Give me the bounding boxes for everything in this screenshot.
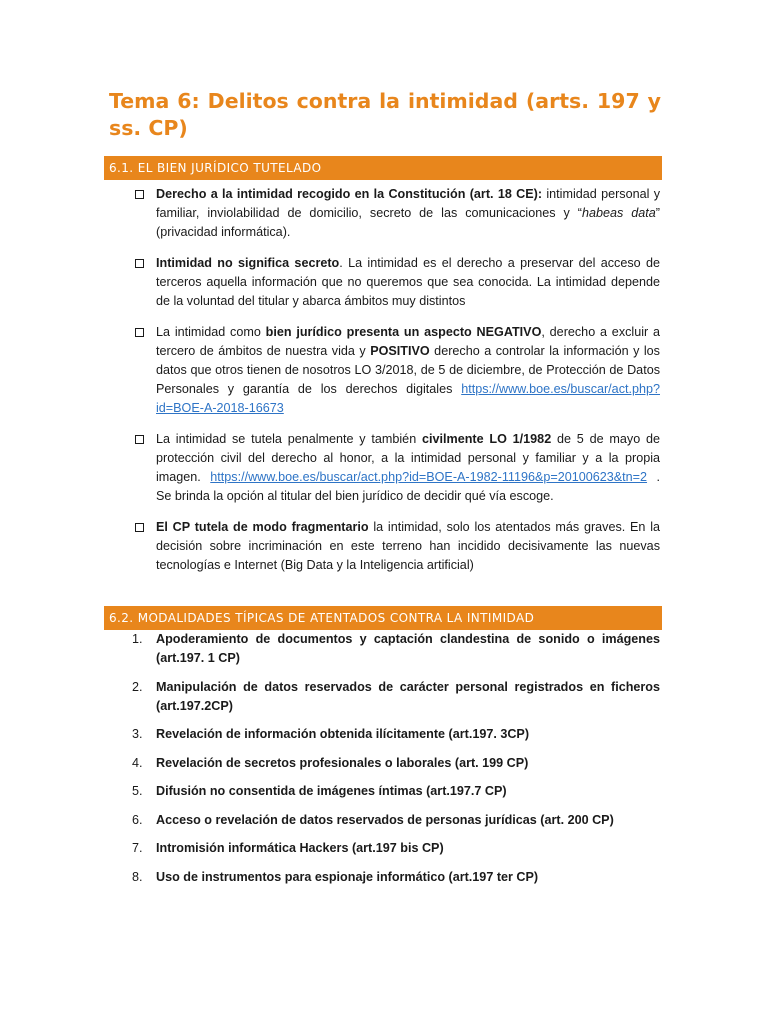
item-text: Apoderamiento de documentos y captación clandestina de sonido o imágenes (art.197. 1 CP) — [156, 632, 660, 665]
bold-text: Derecho a la intimidad recogido en la Constitución (art. 18 CE): — [156, 187, 543, 201]
bold-text: Intimidad no significa secreto — [156, 256, 340, 270]
bold-text: El CP tutela de modo fragmentario — [156, 520, 369, 534]
numbered-list — [124, 630, 660, 896]
list-item — [124, 811, 660, 830]
checkbox-bullet-icon — [135, 435, 144, 444]
bold-text: bien jurídico presenta un aspecto NEGATIVO — [265, 325, 542, 339]
list-item — [124, 754, 660, 773]
boe-link-1982[interactable]: https://www.boe.es/buscar/act.php?id=BOE-A-1982-11196&p=20100623&tn=2 — [210, 470, 648, 484]
item-number: 5. — [132, 784, 143, 798]
checkbox-bullet-icon — [135, 190, 144, 199]
item-number: 2. — [132, 679, 143, 694]
list-item — [124, 630, 660, 668]
item-number: 3. — [132, 727, 143, 741]
bold-text: POSITIVO — [370, 344, 430, 358]
italic-text: habeas data — [581, 206, 656, 220]
boe-link-2018[interactable]: https://www.boe.es/buscar/act.php?id=BOE-A-2018-16673 — [156, 382, 660, 415]
item-number: 4. — [132, 755, 143, 770]
body-text: la intimidad, solo los atentados más graves. En la decisión sobre incriminación en este terreno han incidido decisivamente las nuevas tecnologías e Internet (Big Data y la Inteligencia artificial) — [156, 520, 661, 572]
page-title: Tema 6: Delitos contra la intimidad (arts. 197 y ss. CP) — [109, 89, 661, 140]
checkbox-bullet-icon — [135, 328, 144, 337]
list-item — [132, 185, 660, 242]
item-text: Uso de instrumentos para espionaje informático (art.197 ter CP) — [156, 869, 539, 884]
body-text: . Se brinda la opción al titular del bien jurídico de decidir qué vía escoge. — [156, 470, 660, 503]
bullet-list — [132, 185, 660, 587]
body-text: La intimidad se tutela penalmente y también — [156, 432, 422, 446]
bold-text: civilmente LO 1/1982 — [422, 432, 552, 446]
item-number: 6. — [132, 812, 143, 827]
body-text: derecho a controlar la información y los datos que otros tienen de nosotros LO 3/2018, de 5 de diciembre, de Protección de Datos Personales y garantía de los derechos digitales — [156, 344, 660, 396]
item-text: Revelación de secretos profesionales o laborales (art. 199 CP) — [156, 755, 529, 770]
list-item — [132, 430, 660, 506]
list-item — [124, 678, 660, 716]
item-text: Acceso o revelación de datos reservados de personas jurídicas (art. 200 CP) — [156, 812, 614, 827]
section-heading-2: 6.2. MODALIDADES TÍPICAS DE ATENTADOS CONTRA LA INTIMIDAD — [104, 606, 662, 630]
item-number: 7. — [132, 841, 143, 855]
checkbox-bullet-icon — [135, 259, 144, 268]
body-text: , derecho a excluir a tercero de ámbitos de nuestra vida y — [156, 325, 661, 358]
list-item — [124, 725, 660, 744]
item-text: Intromisión informática Hackers (art.197 bis CP) — [156, 841, 444, 855]
list-item — [124, 839, 660, 858]
body-text: . La intimidad es el derecho a preservar del acceso de terceros aquella información que no queremos que sea conocida. La intimidad depende de la voluntad del titular y abarca ámbitos muy distintos — [156, 256, 660, 308]
item-number: 8. — [132, 869, 143, 884]
item-text: Difusión no consentida de imágenes íntimas (art.197.7 CP) — [156, 784, 507, 798]
section-heading-1: 6.1. EL BIEN JURÍDICO TUTELADO — [104, 156, 662, 180]
body-text: intimidad personal y familiar, inviolabilidad de domicilio, secreto de las comunicaciones y “ — [156, 187, 660, 220]
list-item — [124, 782, 660, 801]
body-text: ” (privacidad informática). — [156, 206, 660, 239]
item-text: Revelación de información obtenida ilícitamente (art.197. 3CP) — [156, 727, 530, 741]
list-item — [132, 323, 660, 418]
body-text: La intimidad como — [156, 325, 266, 339]
checkbox-bullet-icon — [135, 523, 144, 532]
item-number: 1. — [132, 632, 143, 646]
item-text: Manipulación de datos reservados de carácter personal registrados en ficheros (art.197.2CP) — [156, 679, 660, 713]
list-item — [124, 868, 660, 887]
list-item — [132, 254, 660, 311]
list-item — [132, 518, 660, 575]
body-text: de 5 de mayo de protección civil del derecho al honor, a la intimidad personal y familiar y a la propia imagen. — [156, 432, 660, 484]
